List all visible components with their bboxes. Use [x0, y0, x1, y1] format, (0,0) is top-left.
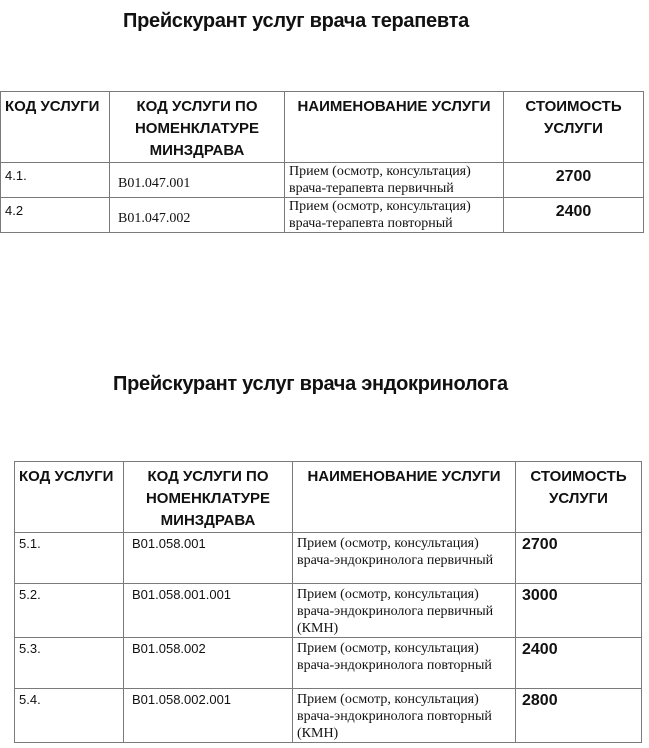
service-name: Прием (осмотр, консультация) врача-эндокринолога повторный (КМН): [293, 689, 516, 743]
service-price: 3000: [516, 584, 642, 638]
nomenclature-code: B01.058.002.001: [124, 689, 293, 743]
header-code: КОД УСЛУГИ: [15, 462, 124, 533]
service-price: 2400: [516, 638, 642, 689]
service-name: Прием (осмотр, консультация) врача-терапевта первичный: [285, 163, 504, 198]
header-price: СТОИМОСТЬ УСЛУГИ: [504, 92, 644, 163]
table-header-row: [1, 92, 644, 163]
service-name: Прием (осмотр, консультация) врача-эндокринолога первичный (КМН): [293, 584, 516, 638]
service-name: Прием (осмотр, консультация) врача-терапевта повторный: [285, 198, 504, 233]
nomenclature-code: B01.047.002: [110, 198, 285, 233]
service-price: 2800: [516, 689, 642, 743]
nomenclature-code: B01.058.001.001: [124, 584, 293, 638]
service-code: 4.1.: [1, 163, 110, 198]
price-table-therapist: [0, 91, 644, 233]
nomenclature-code: B01.047.001: [110, 163, 285, 198]
service-code: 4.2: [1, 198, 110, 233]
header-price: СТОИМОСТЬ УСЛУГИ: [516, 462, 642, 533]
service-name: Прием (осмотр, консультация) врача-эндокринолога первичный: [293, 533, 516, 584]
header-service-name: НАИМЕНОВАНИЕ УСЛУГИ: [285, 92, 504, 163]
header-nomenclature: КОД УСЛУГИ ПО НОМЕНКЛАТУРЕ МИНЗДРАВА: [124, 462, 293, 533]
table-row: [1, 198, 644, 233]
service-code: 5.4.: [15, 689, 124, 743]
nomenclature-code: B01.058.002: [124, 638, 293, 689]
table-row: [15, 533, 642, 584]
header-code: КОД УСЛУГИ: [1, 92, 110, 163]
section-title-endocrinologist: Прейскурант услуг врача эндокринолога: [113, 373, 508, 395]
service-price: 2700: [516, 533, 642, 584]
section-title-therapist: Прейскурант услуг врача терапевта: [123, 10, 469, 32]
price-table-endocrinologist: [14, 461, 642, 743]
header-nomenclature: КОД УСЛУГИ ПО НОМЕНКЛАТУРЕ МИНЗДРАВА: [110, 92, 285, 163]
service-price: 2400: [504, 198, 644, 233]
nomenclature-code: B01.058.001: [124, 533, 293, 584]
table-header-row: [15, 462, 642, 533]
table-row: [15, 584, 642, 638]
service-code: 5.1.: [15, 533, 124, 584]
table-row: [1, 163, 644, 198]
service-name: Прием (осмотр, консультация) врача-эндокринолога повторный: [293, 638, 516, 689]
service-price: 2700: [504, 163, 644, 198]
service-code: 5.2.: [15, 584, 124, 638]
header-service-name: НАИМЕНОВАНИЕ УСЛУГИ: [293, 462, 516, 533]
table-row: [15, 689, 642, 743]
service-code: 5.3.: [15, 638, 124, 689]
table-row: [15, 638, 642, 689]
